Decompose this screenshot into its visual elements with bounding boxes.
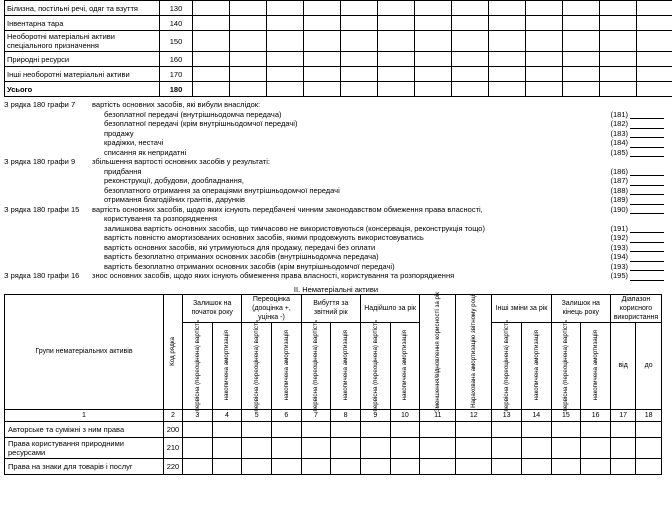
value-cell[interactable]	[301, 421, 331, 437]
value-cell[interactable]	[267, 31, 304, 52]
value-cell[interactable]	[242, 458, 272, 474]
value-cell[interactable]	[637, 52, 672, 67]
value-cell[interactable]	[183, 458, 213, 474]
value-cell[interactable]	[304, 31, 341, 52]
row-label: Необоротні матеріальні активи спеціального призначення	[5, 31, 160, 52]
column-number: 14	[521, 409, 551, 421]
value-cell[interactable]	[242, 421, 272, 437]
value-cell[interactable]	[563, 1, 600, 16]
row-code: 200	[163, 421, 182, 437]
note-ref-blank[interactable]	[630, 110, 664, 119]
note-ref-blank[interactable]	[630, 186, 664, 195]
value-cell[interactable]	[420, 437, 456, 458]
value-cell[interactable]	[378, 52, 415, 67]
row-label: Авторське та суміжні з ним права	[5, 421, 164, 437]
th-sub-6: первісна (переоцінена) вартість	[360, 322, 390, 409]
table-row	[5, 1, 672, 16]
note-line	[4, 148, 664, 158]
value-cell[interactable]	[193, 1, 230, 16]
value-cell[interactable]	[390, 437, 420, 458]
table-row	[5, 52, 672, 67]
note-line	[4, 167, 664, 177]
value-cell[interactable]	[492, 421, 522, 437]
note-text: продажу	[104, 128, 134, 138]
value-cell[interactable]	[637, 1, 672, 16]
note-ref-blank[interactable]	[630, 234, 664, 243]
note-ref: (194)	[602, 252, 664, 262]
value-cell[interactable]	[551, 458, 581, 474]
note-line	[4, 224, 664, 234]
value-cell[interactable]	[456, 437, 492, 458]
table-row	[5, 458, 662, 474]
value-cell[interactable]	[304, 16, 341, 31]
value-cell[interactable]	[341, 1, 378, 16]
value-cell[interactable]	[267, 16, 304, 31]
value-cell[interactable]	[563, 16, 600, 31]
value-cell[interactable]	[212, 421, 242, 437]
value-cell[interactable]	[390, 421, 420, 437]
section-2-title: II. Нематеріальні активи	[293, 284, 379, 294]
value-cell[interactable]	[183, 421, 213, 437]
column-number: 18	[636, 409, 662, 421]
value-cell[interactable]	[581, 437, 611, 458]
note-text: отримання благодійних грантів, дарунків	[104, 195, 245, 204]
th-useful-life: Діапазон корисного використання	[610, 294, 661, 322]
value-cell[interactable]	[304, 82, 341, 97]
value-cell[interactable]	[378, 1, 415, 16]
value-cell[interactable]	[637, 16, 672, 31]
value-cell[interactable]	[600, 67, 637, 82]
value-cell[interactable]	[551, 421, 581, 437]
th-disposal: Вибуття за звітний рік	[301, 294, 360, 322]
value-cell[interactable]	[600, 52, 637, 67]
value-cell[interactable]	[600, 16, 637, 31]
value-cell[interactable]	[212, 458, 242, 474]
value-cell[interactable]	[183, 437, 213, 458]
note-text: безоплатної передачі (внутрішньодомча передача)	[104, 109, 282, 119]
value-cell[interactable]	[452, 1, 489, 16]
column-number: 12	[456, 409, 492, 421]
value-cell[interactable]	[526, 67, 563, 82]
row-label: Усього	[5, 82, 160, 97]
column-number: 7	[301, 409, 331, 421]
table-row	[5, 67, 672, 82]
value-cell[interactable]	[637, 31, 672, 52]
value-cell[interactable]	[271, 437, 301, 458]
value-cell[interactable]	[341, 31, 378, 52]
note-text: вартість безоплатно отриманих основних засобів (крім внутрішньодомчої передачі)	[104, 261, 395, 271]
th-sub-0: первісна (переоцінена) вартість	[183, 322, 213, 409]
value-cell[interactable]	[600, 82, 637, 97]
row-code: 130	[160, 1, 193, 16]
value-cell[interactable]	[636, 458, 662, 474]
value-cell[interactable]	[637, 67, 672, 82]
note-text: вартість повністю амортизованих основних засобів, якими продовжують використовуватись	[104, 233, 424, 242]
intangible-assets-table	[4, 291, 662, 475]
value-cell[interactable]	[331, 437, 361, 458]
note-line	[4, 214, 664, 224]
value-cell[interactable]	[610, 421, 635, 437]
note-ref-blank[interactable]	[630, 196, 664, 205]
note-ref: (187)	[602, 176, 664, 186]
note-line	[4, 129, 664, 139]
note-head: З рядка 180 графи 15	[4, 204, 80, 214]
value-cell[interactable]	[563, 31, 600, 52]
note-head: З рядка 180 графи 9	[4, 157, 76, 166]
th-sub-14: від	[610, 322, 635, 409]
value-cell[interactable]	[193, 16, 230, 31]
th-sub-15: до	[636, 322, 662, 409]
value-cell[interactable]	[378, 31, 415, 52]
row-code: 150	[160, 31, 193, 52]
value-cell[interactable]	[415, 31, 452, 52]
note-line	[4, 157, 664, 167]
column-number: 13	[492, 409, 522, 421]
th-group: Групи нематеріальних активів	[5, 294, 164, 409]
note-ref: (193)	[602, 243, 664, 253]
value-cell[interactable]	[360, 458, 390, 474]
note-line	[4, 243, 664, 253]
table-row	[5, 421, 662, 437]
th-sub-3: накопичена амортизація	[271, 322, 301, 409]
note-text: вартість основних засобів, щодо яких існують передбачені чинним законодавством обмеження права власності,	[92, 204, 483, 214]
value-cell[interactable]	[551, 437, 581, 458]
value-cell[interactable]	[360, 421, 390, 437]
value-cell[interactable]	[636, 421, 662, 437]
note-text: знос основних засобів, щодо яких існують обмеження права власності, користування та розпорядження	[92, 271, 455, 280]
note-ref: (185)	[602, 148, 664, 158]
note-ref: (189)	[602, 195, 664, 205]
value-cell[interactable]	[637, 82, 672, 97]
note-ref: (182)	[602, 119, 664, 129]
note-ref: (193)	[602, 262, 664, 272]
value-cell[interactable]	[415, 1, 452, 16]
value-cell[interactable]	[636, 437, 662, 458]
column-number: 10	[390, 409, 420, 421]
value-cell[interactable]	[521, 458, 551, 474]
note-line	[4, 176, 664, 186]
note-ref: (195)	[602, 271, 664, 281]
value-cell[interactable]	[390, 458, 420, 474]
column-number: 1	[5, 409, 164, 421]
value-cell[interactable]	[212, 437, 242, 458]
column-number: 6	[271, 409, 301, 421]
value-cell[interactable]	[193, 31, 230, 52]
note-line	[4, 205, 664, 215]
th-opening: Залишок на початок року	[183, 294, 242, 322]
note-ref: (190)	[602, 205, 664, 215]
note-ref: (184)	[602, 138, 664, 148]
row-code: 220	[163, 458, 182, 474]
value-cell[interactable]	[304, 67, 341, 82]
column-number: 2	[163, 409, 182, 421]
value-cell[interactable]	[452, 31, 489, 52]
value-cell[interactable]	[563, 67, 600, 82]
note-line	[4, 138, 664, 148]
note-ref-blank[interactable]	[630, 205, 664, 214]
note-line	[4, 233, 664, 243]
value-cell[interactable]	[492, 458, 522, 474]
row-code: 180	[160, 82, 193, 97]
row-code: 170	[160, 67, 193, 82]
value-cell[interactable]	[526, 31, 563, 52]
note-ref-blank[interactable]	[630, 148, 664, 157]
value-cell[interactable]	[378, 67, 415, 82]
row-label: Права на знаки для товарів і послуг	[5, 458, 164, 474]
note-line	[4, 262, 664, 272]
note-text: збільшення вартості основних засобів у результаті:	[92, 157, 270, 166]
value-cell[interactable]	[489, 31, 526, 52]
row-label: Білизна, постільні речі, одяг та взуття	[5, 1, 160, 16]
th-code: Код рядка	[163, 294, 182, 409]
th-sub-1: накопичена амортизація	[212, 322, 242, 409]
note-ref: (183)	[602, 129, 664, 139]
value-cell[interactable]	[563, 82, 600, 97]
note-text: придбання	[104, 166, 142, 176]
note-ref-blank[interactable]	[630, 139, 664, 148]
note-ref-blank[interactable]	[630, 262, 664, 271]
value-cell[interactable]	[452, 82, 489, 97]
value-cell[interactable]	[456, 421, 492, 437]
value-cell[interactable]	[521, 421, 551, 437]
note-ref-blank[interactable]	[630, 224, 664, 233]
value-cell[interactable]	[456, 458, 492, 474]
th-sub-4: первісна (переоцінена) вартість	[301, 322, 331, 409]
value-cell[interactable]	[378, 16, 415, 31]
value-cell[interactable]	[230, 82, 267, 97]
note-text: безоплатної передачі (крім внутрішньодомчої передачі)	[104, 119, 298, 128]
th-sub-11: накопичена амортизація	[521, 322, 551, 409]
value-cell[interactable]	[341, 82, 378, 97]
table-row	[5, 31, 672, 52]
value-cell[interactable]	[230, 67, 267, 82]
value-cell[interactable]	[610, 458, 635, 474]
value-cell[interactable]	[415, 82, 452, 97]
note-ref-blank[interactable]	[630, 243, 664, 252]
value-cell[interactable]	[193, 67, 230, 82]
th-closing: Залишок на кінець року	[551, 294, 610, 322]
note-text: реконструкції, добудови, дообладнання,	[104, 176, 244, 185]
note-text: користування та розпорядження	[104, 214, 218, 223]
value-cell[interactable]	[452, 67, 489, 82]
note-line	[4, 195, 664, 205]
th-impairment: Зменшення/відновлення корисності за рік	[420, 294, 456, 409]
column-number: 17	[610, 409, 635, 421]
value-cell[interactable]	[420, 458, 456, 474]
note-text: вартість безоплатно отриманих основних засобів (внутрішньодомча передача)	[104, 252, 379, 261]
note-ref: (186)	[602, 167, 664, 177]
value-cell[interactable]	[452, 16, 489, 31]
note-ref-blank[interactable]	[630, 272, 664, 281]
value-cell[interactable]	[341, 67, 378, 82]
note-ref-blank[interactable]	[630, 177, 664, 186]
note-ref-blank[interactable]	[630, 253, 664, 262]
note-line	[4, 119, 664, 129]
value-cell[interactable]	[341, 52, 378, 67]
column-number: 16	[581, 409, 611, 421]
value-cell[interactable]	[271, 458, 301, 474]
value-cell[interactable]	[230, 31, 267, 52]
value-cell[interactable]	[489, 82, 526, 97]
th-revaluation: Переоцінка (дооцінка +, уцінка -)	[242, 294, 301, 322]
row-label: Природні ресурси	[5, 52, 160, 67]
note-ref: (191)	[602, 224, 664, 234]
th-sub-2: первісна (переоцінена) вартість	[242, 322, 272, 409]
row-code: 210	[163, 437, 182, 458]
note-line	[4, 100, 664, 110]
note-ref: (181)	[602, 110, 664, 120]
value-cell[interactable]	[242, 437, 272, 458]
row-label: Інші необоротні матеріальні активи	[5, 67, 160, 82]
value-cell[interactable]	[563, 52, 600, 67]
table-row	[5, 16, 672, 31]
value-cell[interactable]	[267, 52, 304, 67]
note-text: списання як непридатні	[104, 147, 187, 157]
value-cell[interactable]	[489, 1, 526, 16]
note-line	[4, 110, 664, 120]
th-amortization-year: Нарахована амортизацію звітному році	[456, 294, 492, 409]
th-sub-5: накопичена амортизація	[331, 322, 361, 409]
value-cell[interactable]	[230, 52, 267, 67]
note-text: вартість основних засобів, які утримуються для продажу, передачі без оплати	[104, 242, 376, 252]
row-label: Інвентарна тара	[5, 16, 160, 31]
note-head: З рядка 180 графи 16	[4, 271, 80, 280]
value-cell[interactable]	[230, 16, 267, 31]
value-cell[interactable]	[526, 1, 563, 16]
column-number: 5	[242, 409, 272, 421]
th-sub-7: накопичена амортизація	[390, 322, 420, 409]
value-cell[interactable]	[492, 437, 522, 458]
value-cell[interactable]	[193, 52, 230, 67]
value-cell[interactable]	[331, 421, 361, 437]
value-cell[interactable]	[452, 52, 489, 67]
note-head: З рядка 180 графи 7	[4, 100, 76, 109]
th-sub-12: первісна (переоцінена) вартість	[551, 322, 581, 409]
value-cell[interactable]	[489, 52, 526, 67]
value-cell[interactable]	[581, 421, 611, 437]
row-label: Права користування природними ресурсами	[5, 437, 164, 458]
value-cell[interactable]	[420, 421, 456, 437]
column-number: 8	[331, 409, 361, 421]
row-code: 160	[160, 52, 193, 67]
value-cell[interactable]	[267, 67, 304, 82]
value-cell[interactable]	[271, 421, 301, 437]
value-cell[interactable]	[331, 458, 361, 474]
note-ref-blank[interactable]	[630, 167, 664, 176]
note-text: залишкова вартість основних засобів, що тимчасово не використовуються (консервація, реконструкція тощо)	[104, 223, 485, 233]
value-cell[interactable]	[600, 1, 637, 16]
value-cell[interactable]	[415, 16, 452, 31]
value-cell[interactable]	[304, 52, 341, 67]
value-cell[interactable]	[526, 16, 563, 31]
note-ref: (192)	[602, 233, 664, 243]
value-cell[interactable]	[304, 1, 341, 16]
note-line	[4, 252, 664, 262]
value-cell[interactable]	[610, 437, 635, 458]
note-ref-blank[interactable]	[630, 120, 664, 129]
th-sub-13: накопичена амортизація	[581, 322, 611, 409]
column-number: 4	[212, 409, 242, 421]
value-cell[interactable]	[341, 16, 378, 31]
column-number: 15	[551, 409, 581, 421]
th-other-changes: Інші зміни за рік	[492, 294, 551, 322]
value-cell[interactable]	[489, 16, 526, 31]
value-cell[interactable]	[267, 82, 304, 97]
note-line	[4, 186, 664, 196]
note-ref-blank[interactable]	[630, 129, 664, 138]
value-cell[interactable]	[230, 1, 267, 16]
value-cell[interactable]	[526, 52, 563, 67]
value-cell[interactable]	[521, 437, 551, 458]
table-row	[5, 82, 672, 97]
note-ref: (188)	[602, 186, 664, 196]
note-text: безоплатного отримання за операціями внутрішньодомчої передачі	[104, 185, 340, 195]
value-cell[interactable]	[360, 437, 390, 458]
row-code: 140	[160, 16, 193, 31]
column-number: 3	[183, 409, 213, 421]
value-cell[interactable]	[301, 458, 331, 474]
value-cell[interactable]	[526, 82, 563, 97]
note-text: крадіжки, нестачі	[104, 138, 164, 147]
value-cell[interactable]	[415, 67, 452, 82]
column-number: 11	[420, 409, 456, 421]
note-text: вартість основних засобів, які вибули внаслідок:	[92, 100, 261, 109]
value-cell[interactable]	[301, 437, 331, 458]
column-number: 9	[360, 409, 390, 421]
value-cell[interactable]	[600, 31, 637, 52]
value-cell[interactable]	[581, 458, 611, 474]
note-line	[4, 271, 664, 281]
th-sub-10: первісна (переоцінена) вартість	[492, 322, 522, 409]
value-cell[interactable]	[378, 82, 415, 97]
th-received: Надійшло за рік	[360, 294, 419, 322]
value-cell[interactable]	[193, 82, 230, 97]
table-row	[5, 437, 662, 458]
value-cell[interactable]	[415, 52, 452, 67]
value-cell[interactable]	[489, 67, 526, 82]
notes-block	[4, 100, 664, 281]
value-cell[interactable]	[267, 1, 304, 16]
fixed-assets-table	[4, 0, 672, 97]
